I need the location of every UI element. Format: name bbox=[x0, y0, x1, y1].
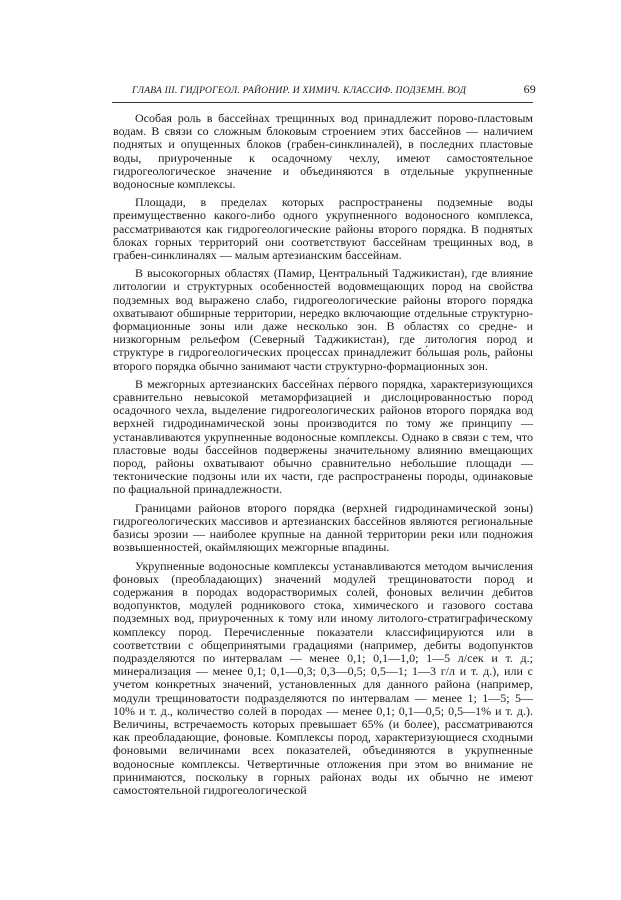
paragraph-5: Границами районов второго порядка (верхней гидродинамической зоны) гидрогеологических массивов и артезианских бассейнов являются региональные базисы эрозии — наиболее крупные на данной территории реки или подножия возвышенностей, окаймляющих межгорные впадины. bbox=[113, 500, 533, 555]
paragraph-4: В межгорных артезианских бассейнах пе́рвого порядка, характеризующихся сравнительно невысокой метаморфизацией и дислоцированностью пород осадочного чехла, выделение гидрогеологических районов второго порядка вод верхней гидродинамической зоны производится по тому же принципу — устанавливаются укрупненные водоносные комплексы. Однако в связи с тем, что пластовые воды бассейнов подвержены значительному влиянию вмещающих пород, районы охватывают обычно сравнительно небольшие площади — тектонические подзоны или их части, где распространены породы, одинаковые по фациальной принадлежности. bbox=[113, 376, 533, 497]
body-text bbox=[113, 112, 533, 802]
paragraph-3: В высокогорных областях (Памир, Центральный Таджикистан), где влияние литологии и структурных особенностей водовмещающих пород на свойства подземных вод выражено слабо, гидрогеологические районы второго порядка охватывают обширные территории, нередко включающие отдельные структурно-формационные зоны или даже несколько зон. В областях со средне- и низкогорным рельефом (Северный Таджикистан), где литология пород и структуре в гидрогеологических процессах принадлежит бо́льшая роль, районы второго порядка обычно занимают части структурно-формационных зон. bbox=[113, 266, 533, 373]
paragraph-2: Площади, в пределах которых распространены подземные воды преимущественно какого-либо одного укрупненного водоносного комплекса, рассматриваются как гидрогеологические районы второго порядка. В поднятых блоках горных территорий они соответствуют бассейнам трещинных вод, в грабен-синклиналях — малым артезианским бассейнам. bbox=[113, 195, 533, 263]
chapter-title: ГЛАВА III. ГИДРОГЕОЛ. РАЙОНИР. И ХИМИЧ. КЛАССИФ. ПОДЗЕМН. ВОД bbox=[132, 85, 467, 96]
paragraph-1: Особая роль в бассейнах трещинных вод принадлежит порово-пластовым водам. В связи со сложным блоковым строением этих бассейнов — наличием поднятых и опущенных блоков (грабен-синклиналей), в последних пластовые воды, приуроченные к осадочному чехлу, имеют самостоятельное гидрогеологическое значение и объединяются в отдельные укрупненные водоносные комплексы. bbox=[113, 111, 533, 192]
paragraph-6: Укрупненные водоносные комплексы устанавливаются методом вычисления фоновых (преобладающих) значений модулей трещиноватости пород и содержания в породах водорастворимых солей, фоновых величин дебитов водопунктов, модулей родникового стока, химического и газового состава подземных вод, приуроченных к тому или иному литолого-стратиграфическому комплексу пород. Перечисленные показатели классифицируются или в соответствии с общепринятыми градациями (например, дебиты водопунктов подразделяются по интервалам — менее 0,1; 0,1—1,0; 1—5 л/сек и т. д.; минерализация — менее 0,1; 0,1—0,3; 0,3—0,5; 0,5—1; 1—3 г/л и т. д.), или с учетом конкретных значений, установленных для данного района (например, модули трещиноватости подразделяются по интервалам — менее 1; 1—5; 5—10% и т. д., количество солей в породах — менее 0,1; 0,1—0,5; 0,5—1% и т. д.). Величины, встречаемость которых превышает 65% (и более), рассматриваются как преобладающие, фоновые. Комплексы пород, характеризующиеся сходными фоновыми величинами всех показателей, объединяются в укрупненные водоносные комплексы. Четвертичные отложения при этом во внимание не принимаются, поскольку в горных районах воды их обычно не имеют самостоятельной гидрогеологической bbox=[113, 558, 533, 797]
header-divider bbox=[112, 102, 533, 103]
page-number: 69 bbox=[523, 82, 536, 96]
running-header bbox=[132, 82, 536, 102]
